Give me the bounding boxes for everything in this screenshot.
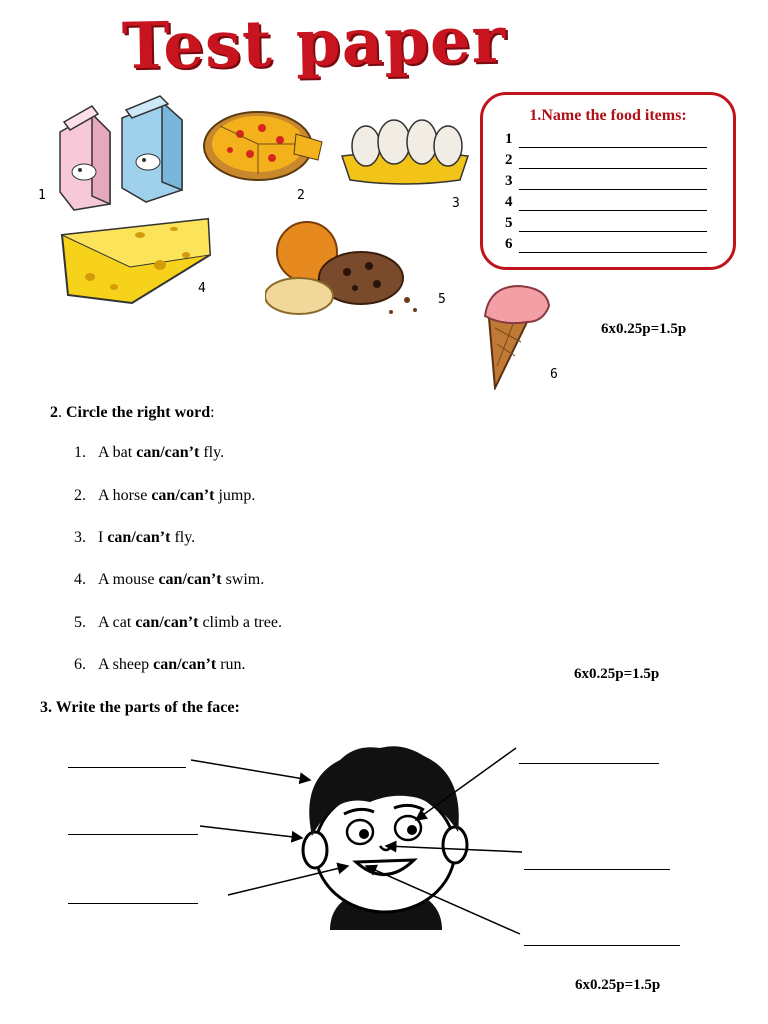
item-number: 4. (74, 571, 86, 588)
choice-word[interactable]: can/can’t (107, 529, 171, 546)
item-number: 5. (74, 614, 86, 631)
item-text: I (98, 529, 108, 546)
picture-number-2: 2 (297, 188, 305, 203)
eggs-image (338, 118, 473, 188)
answer-number: 1 (505, 131, 513, 147)
choice-word[interactable]: can/can’t (158, 571, 222, 588)
choice-word[interactable]: can/can’t (136, 444, 200, 461)
item-text: climb a tree. (198, 614, 282, 631)
item-text: A cat (98, 614, 136, 631)
sentence-item (74, 571, 264, 589)
answer-line-6[interactable] (505, 236, 707, 253)
answer-line-3[interactable] (505, 173, 707, 190)
answer-line-5[interactable] (505, 215, 707, 232)
answer-line-2[interactable] (505, 152, 707, 169)
answer-line-1[interactable] (505, 131, 707, 148)
item-number: 3. (74, 529, 86, 546)
answer-line-4[interactable] (505, 194, 707, 211)
answer-number: 3 (505, 173, 513, 189)
sentence-item (74, 614, 282, 632)
item-text: jump. (214, 487, 256, 504)
sentence-item (74, 529, 195, 547)
picture-number-4: 4 (198, 281, 206, 296)
answer-blank[interactable] (519, 177, 707, 190)
item-number: 6. (74, 656, 86, 673)
face-answer-line-right-3[interactable] (524, 945, 680, 946)
sentence-item (74, 656, 246, 674)
exercise2-heading: 2. Circle the right word: (50, 404, 215, 421)
item-text: run. (216, 656, 246, 673)
exercise3-heading: 3. Write the parts of the face: (40, 699, 240, 716)
item-number: 2. (74, 487, 86, 504)
answer-blank[interactable] (519, 240, 707, 253)
answer-number: 2 (505, 152, 513, 168)
exercise2-number: 2 (50, 404, 58, 421)
answer-number: 6 (505, 236, 513, 252)
sentence-item (74, 487, 255, 505)
item-text: fly. (170, 529, 196, 546)
answer-number: 4 (505, 194, 513, 210)
cookies-image (265, 220, 427, 320)
choice-word[interactable]: can/can’t (135, 614, 199, 631)
face-answer-line-right-1[interactable] (519, 763, 659, 764)
page-title: Test paper (121, 2, 507, 85)
face-answer-line-left-1[interactable] (68, 767, 186, 768)
exercise1-title: 1.Name the food items: (529, 107, 687, 124)
item-text: fly. (199, 444, 225, 461)
answer-number: 5 (505, 215, 513, 231)
exercise2-colon: : (210, 404, 215, 421)
answer-blank[interactable] (519, 156, 707, 169)
answer-blank[interactable] (519, 198, 707, 211)
face-answer-line-right-2[interactable] (524, 869, 670, 870)
face-answer-line-left-2[interactable] (68, 834, 198, 835)
boy-face-image (180, 740, 530, 940)
picture-number-5: 5 (438, 292, 446, 307)
face-answer-line-left-3[interactable] (68, 903, 198, 904)
item-text: A mouse (98, 571, 159, 588)
exercise3-score: 6x0.25p=1.5p (575, 977, 661, 993)
milk-cartons-image (52, 92, 197, 214)
choice-word[interactable]: can/can’t (151, 487, 215, 504)
exercise2-score: 6x0.25p=1.5p (574, 666, 660, 682)
sentence-item (74, 444, 224, 462)
cheese-image (60, 215, 215, 307)
exercise2-title: Circle the right word (66, 404, 211, 421)
answer-blank[interactable] (519, 135, 707, 148)
exercise1-box (480, 92, 736, 270)
item-text: A sheep (98, 656, 154, 673)
item-text: swim. (221, 571, 265, 588)
picture-number-1: 1 (38, 188, 46, 203)
item-text: A horse (98, 487, 152, 504)
item-number: 1. (74, 444, 86, 461)
item-text: A bat (98, 444, 137, 461)
icecream-image (483, 282, 555, 390)
exercise1-score: 6x0.25p=1.5p (601, 321, 687, 337)
choice-word[interactable]: can/can’t (153, 656, 217, 673)
picture-number-3: 3 (452, 196, 460, 211)
picture-number-6: 6 (550, 367, 558, 382)
pizza-image (200, 104, 325, 184)
answer-blank[interactable] (519, 219, 707, 232)
